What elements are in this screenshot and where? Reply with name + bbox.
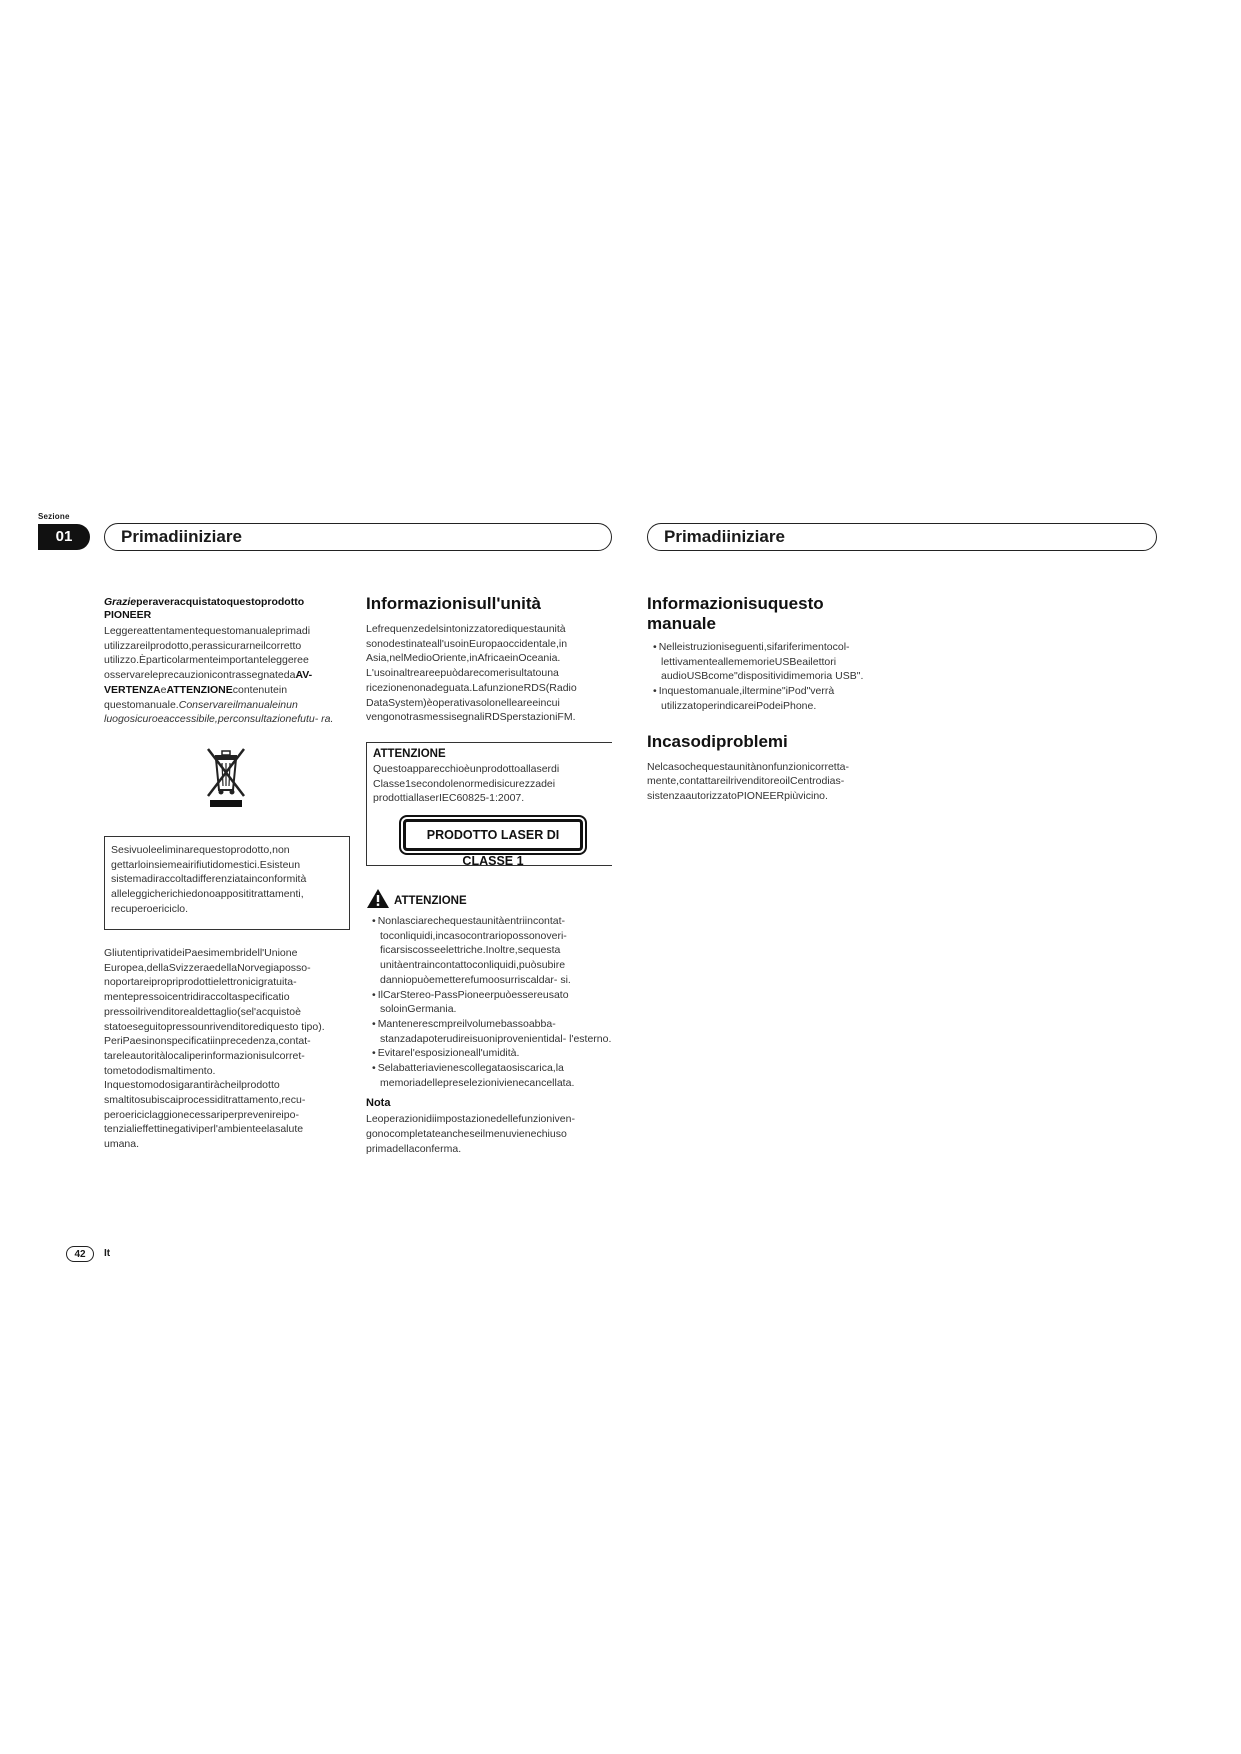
section-label: Sezione [38,512,70,521]
warning-triangle-icon [366,888,390,914]
attention-item: • Mantenerescmpreilvolumebassoabba- stanzadapoterudireisuoniprovenientidal- l'esterno. [366,1017,612,1046]
manual-info-list [647,640,879,714]
header-right [647,523,1157,551]
attention-item: • Evitarel'esposizioneall'umidità. [366,1046,612,1061]
laser-attention-text: Questoapparecchioèunprodottoallaserdi Classe1secondolenormedisicurezzadei prodottiallaserIEC60825-1:2007. [373,763,560,805]
nota-text: Leoperazionidiimpostazionedellefunzioniven- gonocompletateancheseilmenuvienechiuso primadellaconferma. [366,1113,575,1155]
para1-text-2: contenutein questomanuale. [104,683,288,711]
intro-brand: PIONEER [104,609,152,621]
manual-info-item: • Inquestomanuale,iltermine"iPod"verrà utilizzatoperindicareiPodeiPhone. [647,684,879,713]
para1-text: Leggereattentamentequestomanualeprimadi utilizzareilprodotto,perassicurarneilcorretto utilizzo.Èparticolarmenteimportanteleggeree osservareleprecauzionicontrassegnateda [104,625,311,682]
column-1-lower [104,946,336,1152]
section-number: 01 [38,524,90,550]
nota-title: Nota [366,1097,391,1110]
manual-info-item: • Nelleistruzioniseguenti,sifariferimentocol- lettivamenteallememorieUSBeailettori audioUSBcome"dispositividimemoria USB". [647,640,879,684]
paragraph-recycling: Inquestomodosigarantiràcheilprodotto smaltitosubiscaiprocessiditrattamento,recu- peroericiclaggionecessariperprevenireipo- tenzialieffettinegativiperl'ambienteelasalute umana. [104,1079,306,1151]
problems-text: Nelcasochequestaunitànonfunzionicorretta- mente,contattareilrivenditoreoilCentrodias- sistenzaautorizzatoPIONEERpiùvicino. [647,760,849,802]
intro [104,596,336,622]
paragraph-other-countries: PeriPaesinonspecificatiinprecedenza,contat- tareleautoritàlocaliperinformazionisulcorret- tometododismaltimento. [104,1035,311,1077]
page-number: 42 [66,1246,94,1262]
problems-title: Incasodiproblemi [647,731,788,751]
language-code: It [104,1248,111,1259]
disposal-box-text: Sesivuoleeliminarequestoprodotto,non gettarloinsiemeairifiutidomestici.Esisteun sistemadiraccoltadifferenziatainconformità alleleggicherichiedonoapposititrattamenti, recuperoericiclo. [111,844,307,915]
attenzione-label: ATTENZIONE [166,683,233,696]
column-2 [366,594,612,725]
weee-bin-icon [204,746,248,808]
attention-list [366,914,612,1090]
disposal-box [104,836,350,930]
column-3 [647,594,879,804]
header-left-title: Primadiiniziare [121,527,242,546]
attention-title: ATTENZIONE [394,895,467,907]
attention-item: • Nonlasciarechequestaunitàentriincontat- toconliquidi,incasocontrariopossonoveri- ficarsiscosseelettriche.Inoltre,sequesta unitàentraincontattoconliquidi,puòsubire danniopuòemetterefumoosurriscaldar- si. [366,914,612,988]
avvertenza-label: AV- VERTENZA [104,669,313,696]
intro-italic: Grazie [104,596,137,608]
attention-section [366,888,612,1157]
column-1 [104,596,336,727]
attention-item: • Selabatteriavienescollegataosiscarica,la memoriadellepreselezionivienecancellata. [366,1061,612,1090]
intro-rest: peraveracquistatoquestoprodotto [136,596,305,608]
laser-attention-box [366,742,612,866]
laser-class-label: PRODOTTO LASER DI CLASSE 1 [403,819,583,851]
unit-info-text: Lefrequenzedelsintonizzatorediquestaunità sonodestinateall'usoinEuropaoccidentale,in Asia,nelMedioOriente,inAfricaeinOceania. L'usoinaltreareepuòdarecomerisultatouna ricezionenonadeguata.LafunzioneRDS(Radio DataSystem)èoperativasolonelleareeincui vengonotrasmessisegnaliRDSperstazioniFM. [366,623,577,724]
laser-attention-title: ATTENZIONE [373,748,446,760]
paragraph-eu-users: GliutentiprivatideiPaesimembridell'Unione Europea,dellaSvizzeraedellaNorvegiaposso- noportareipropriprodottielettronicigratuita- mentepressoicentridiraccoltaspecificatio pressoilrivenditorealdettaglio(sel'acquistoè statoeseguitopressounrivenditorediquesto tipo). [104,947,325,1033]
manual-info-title: Informazionisuquesto manuale [647,594,824,633]
header-left [104,523,612,551]
paragraph-intro [104,624,336,727]
para1-conj: e [160,683,167,696]
para1-italic: Conservareilmanualeinun luogosicuroeaccessibile,perconsultazionefutu- ra. [104,698,334,726]
unit-info-title: Informazionisull'unità [366,594,541,613]
attention-item: • IlCarStereo-PassPioneerpuòessereusato soloinGermania. [366,988,612,1017]
header-right-title: Primadiiniziare [664,527,785,546]
